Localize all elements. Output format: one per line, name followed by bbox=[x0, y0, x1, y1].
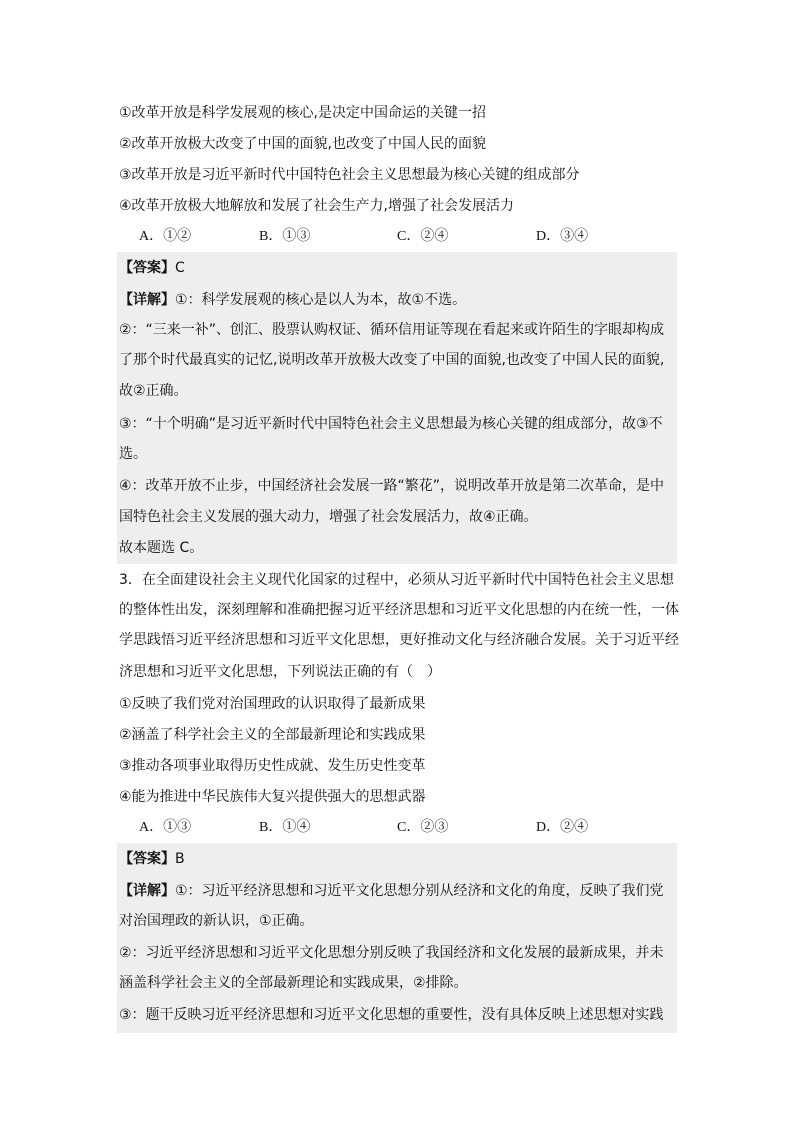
q2-detail-8: 国特色社会主义发展的强大动力，增强了社会发展活力，故④正确。 bbox=[119, 509, 538, 525]
q2-option-c: C．②④ bbox=[397, 229, 449, 244]
q3-answer-label: 【答案】 bbox=[119, 851, 175, 867]
q3-option-b: B．①④ bbox=[259, 820, 311, 835]
q2-detail-label: 【详解】 bbox=[119, 292, 175, 308]
q2-detail-7: ④：改革开放不止步，中国经济社会发展一路“繁花”，说明改革开放是第二次革命，是中 bbox=[119, 478, 665, 494]
q2-detail-9: 故本题选 C。 bbox=[119, 540, 204, 556]
q3-statement-3: ③推动各项事业取得历史性成就、发生历史性变革 bbox=[119, 758, 426, 774]
q2-detail-5: ③：“十个明确”是习近平新时代中国特色社会主义思想最为核心关键的组成部分，故③不 bbox=[119, 416, 663, 432]
q3-detail-text-1: ①：习近平经济思想和习近平文化思想分别从经济和文化的角度，反映了我们党 bbox=[175, 883, 664, 899]
q3-statement-1: ①反映了我们党对治国理政的认识取得了最新成果 bbox=[119, 696, 426, 712]
q2-option-b: B．①③ bbox=[259, 229, 311, 244]
q2-option-a: A．①② bbox=[139, 229, 192, 244]
q2-statement-2: ②改革开放极大改变了中国的面貌,也改变了中国人民的面貌 bbox=[119, 136, 486, 152]
q2-option-d: D．③④ bbox=[536, 229, 589, 244]
q2-statement-4: ④改革开放极大地解放和发展了社会生产力,增强了社会发展活力 bbox=[119, 198, 514, 214]
q3-detail-4: 涵盖科学社会主义的全部最新理论和实践成果，②排除。 bbox=[119, 975, 468, 991]
q3-detail-1 bbox=[119, 881, 679, 901]
q3-answer bbox=[119, 849, 679, 869]
q3-detail-5: ③：题干反映习近平经济思想和习近平文化思想的重要性，没有具体反映上述思想对实践 bbox=[119, 1007, 664, 1023]
q2-answer-label: 【答案】 bbox=[119, 260, 175, 276]
q3-stem-3: 学思践悟习近平经济思想和习近平文化思想，更好推动文化与经济融合发展。关于习近平经 bbox=[119, 632, 679, 648]
q3-statement-2: ②涵盖了科学社会主义的全部最新理论和实践成果 bbox=[119, 727, 426, 743]
q3-options bbox=[119, 818, 679, 838]
q2-answer-value: C bbox=[175, 260, 185, 276]
q3-option-a: A．①③ bbox=[139, 820, 192, 835]
q3-stem-2: 的整体性出发，深刻理解和准确把握习近平经济思想和习近平文化思想的内在统一性，一体 bbox=[119, 602, 679, 618]
q2-detail-2: ②：“三来一补”、创汇、股票认购权证、循环信用证等现在看起来或许陌生的字眼却构成 bbox=[119, 322, 665, 338]
q2-statement-3: ③改革开放是习近平新时代中国特色社会主义思想最为核心关键的组成部分 bbox=[119, 167, 580, 183]
q2-detail-text-1: ①：科学发展观的核心是以人为本，故①不选。 bbox=[175, 292, 467, 308]
q3-statement-4: ④能为推进中华民族伟大复兴提供强大的思想武器 bbox=[119, 789, 426, 805]
q2-detail-6: 选。 bbox=[119, 446, 147, 462]
q2-statement-1: ①改革开放是科学发展观的核心,是决定中国命运的关键一招 bbox=[119, 105, 486, 121]
q2-detail-1 bbox=[119, 290, 679, 310]
q2-detail-3: 了那个时代最真实的记忆,说明改革开放极大改变了中国的面貌,也改变了中国人民的面貌, bbox=[119, 352, 665, 368]
q2-options bbox=[119, 227, 679, 247]
q3-option-c: C．②③ bbox=[397, 820, 449, 835]
q2-detail-4: 故②正确。 bbox=[119, 383, 188, 399]
q3-stem-4: 济思想和习近平文化思想，下列说法正确的有（ ） bbox=[119, 664, 441, 680]
q3-stem-1: 3．在全面建设社会主义现代化国家的过程中，必须从习近平新时代中国特色社会主义思想 bbox=[119, 572, 674, 588]
q3-detail-label: 【详解】 bbox=[119, 883, 175, 899]
q3-detail-3: ②：习近平经济思想和习近平文化思想分别反映了我国经济和文化发展的最新成果，并未 bbox=[119, 945, 664, 961]
q3-answer-value: B bbox=[175, 851, 185, 867]
q3-detail-2: 对治国理政的新认识，①正确。 bbox=[119, 913, 314, 929]
q3-option-d: D．②④ bbox=[536, 820, 589, 835]
q2-answer bbox=[119, 258, 679, 278]
